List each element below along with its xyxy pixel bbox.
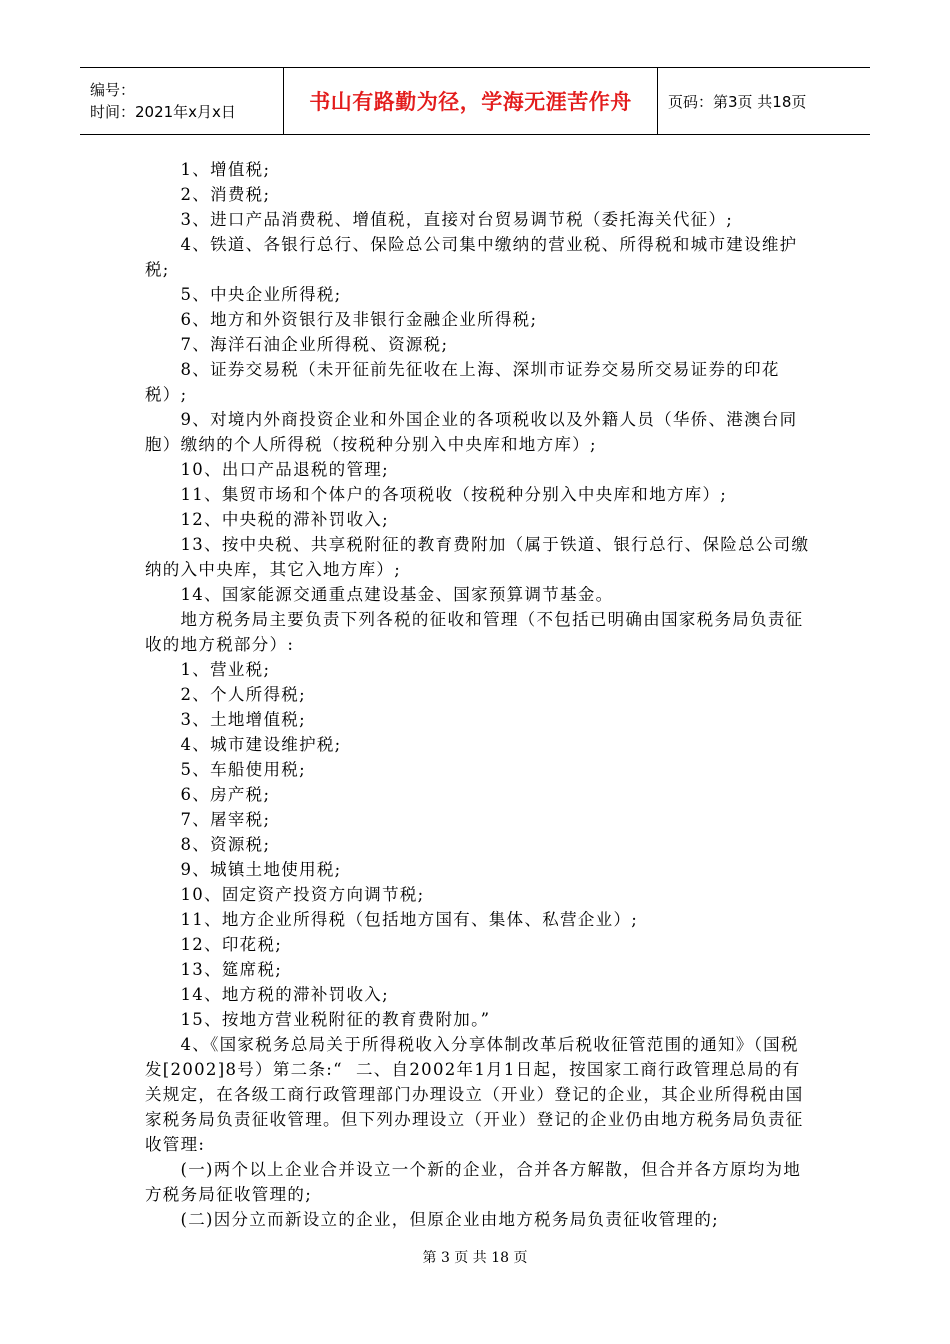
paragraph: 10、固定资产投资方向调节税; bbox=[180, 885, 425, 904]
document-body bbox=[145, 157, 810, 1232]
paragraph: 5、车船使用税; bbox=[180, 760, 306, 779]
paragraph: 8、证券交易税（未开征前先征收在上海、深圳市证券交易所交易证券的印花税）; bbox=[145, 360, 780, 404]
paragraph: 12、中央税的滞补罚收入; bbox=[180, 510, 389, 529]
paragraph: 地方税务局主要负责下列各税的征收和管理（不包括已明确由国家税务局负责征收的地方税部分）: bbox=[145, 610, 804, 654]
paragraph: 11、集贸市场和个体户的各项税收（按税种分别入中央库和地方库）; bbox=[180, 485, 728, 504]
paragraph: 8、资源税; bbox=[180, 835, 271, 854]
motto-text: 书山有路勤为径，学海无涯苦作舟 bbox=[309, 90, 632, 114]
page-footer: 第 3 页 共 18 页 bbox=[422, 1250, 528, 1266]
paragraph: 15、按地方营业税附征的教育费附加。” bbox=[180, 1010, 491, 1029]
paragraph: 10、出口产品退税的管理; bbox=[180, 460, 389, 479]
paragraph: 14、地方税的滞补罚收入; bbox=[180, 985, 389, 1004]
paragraph: 4、铁道、各银行总行、保险总公司集中缴纳的营业税、所得税和城市建设维护税; bbox=[145, 235, 798, 279]
time-label: 时间：2021年x月x日 bbox=[90, 103, 236, 121]
paragraph: 4、《国家税务总局关于所得税收入分享体制改革后税收征管范围的通知》（国税发[2002]8号）第二条:“ 二、自2002年1月1日起，按国家工商行政管理总局的有关规定，在各级工商行政管理部门办理设立（开业）登记的企业，其企业所得税由国家税务局负责征收管理。但下列办理设立（开业）登记的企业仍由地方税务局负责征收管理: bbox=[145, 1035, 804, 1154]
paragraph: 6、房产税; bbox=[180, 785, 271, 804]
paragraph: 1、增值税; bbox=[180, 160, 271, 179]
paragraph: 5、中央企业所得税; bbox=[180, 285, 342, 304]
paragraph: 2、消费税; bbox=[180, 185, 271, 204]
paragraph: 11、地方企业所得税（包括地方国有、集体、私营企业）; bbox=[180, 910, 639, 929]
document-header bbox=[80, 67, 870, 135]
paragraph: 3、进口产品消费税、增值税，直接对台贸易调节税（委托海关代征）; bbox=[180, 210, 734, 229]
paragraph: 7、屠宰税; bbox=[180, 810, 271, 829]
header-page-cell bbox=[658, 68, 870, 134]
header-meta bbox=[80, 68, 284, 134]
paragraph: 12、印花税; bbox=[180, 935, 283, 954]
page-info: 页码：第3页 共18页 bbox=[668, 92, 807, 111]
paragraph: 1、营业税; bbox=[180, 660, 271, 679]
paragraph: (一)两个以上企业合并设立一个新的企业，合并各方解散，但合并各方原均为地方税务局征收管理的; bbox=[145, 1160, 802, 1204]
header-motto-cell bbox=[284, 68, 658, 134]
paragraph: 9、对境内外商投资企业和外国企业的各项税收以及外籍人员（华侨、港澳台同胞）缴纳的个人所得税（按税种分别入中央库和地方库）; bbox=[145, 410, 798, 454]
paragraph: 13、按中央税、共享税附征的教育费附加（属于铁道、银行总行、保险总公司缴纳的入中央库，其它入地方库）; bbox=[145, 535, 810, 579]
number-label: 编号： bbox=[90, 81, 136, 99]
paragraph: 7、海洋石油企业所得税、资源税; bbox=[180, 335, 449, 354]
paragraph: 2、个人所得税; bbox=[180, 685, 306, 704]
paragraph: 6、地方和外资银行及非银行金融企业所得税; bbox=[180, 310, 538, 329]
paragraph: 4、城市建设维护税; bbox=[180, 735, 342, 754]
paragraph: 9、城镇土地使用税; bbox=[180, 860, 342, 879]
paragraph: 14、国家能源交通重点建设基金、国家预算调节基金。 bbox=[180, 585, 614, 604]
paragraph: (二)因分立而新设立的企业，但原企业由地方税务局负责征收管理的; bbox=[180, 1210, 720, 1229]
paragraph: 13、筵席税; bbox=[180, 960, 283, 979]
paragraph: 3、土地增值税; bbox=[180, 710, 306, 729]
